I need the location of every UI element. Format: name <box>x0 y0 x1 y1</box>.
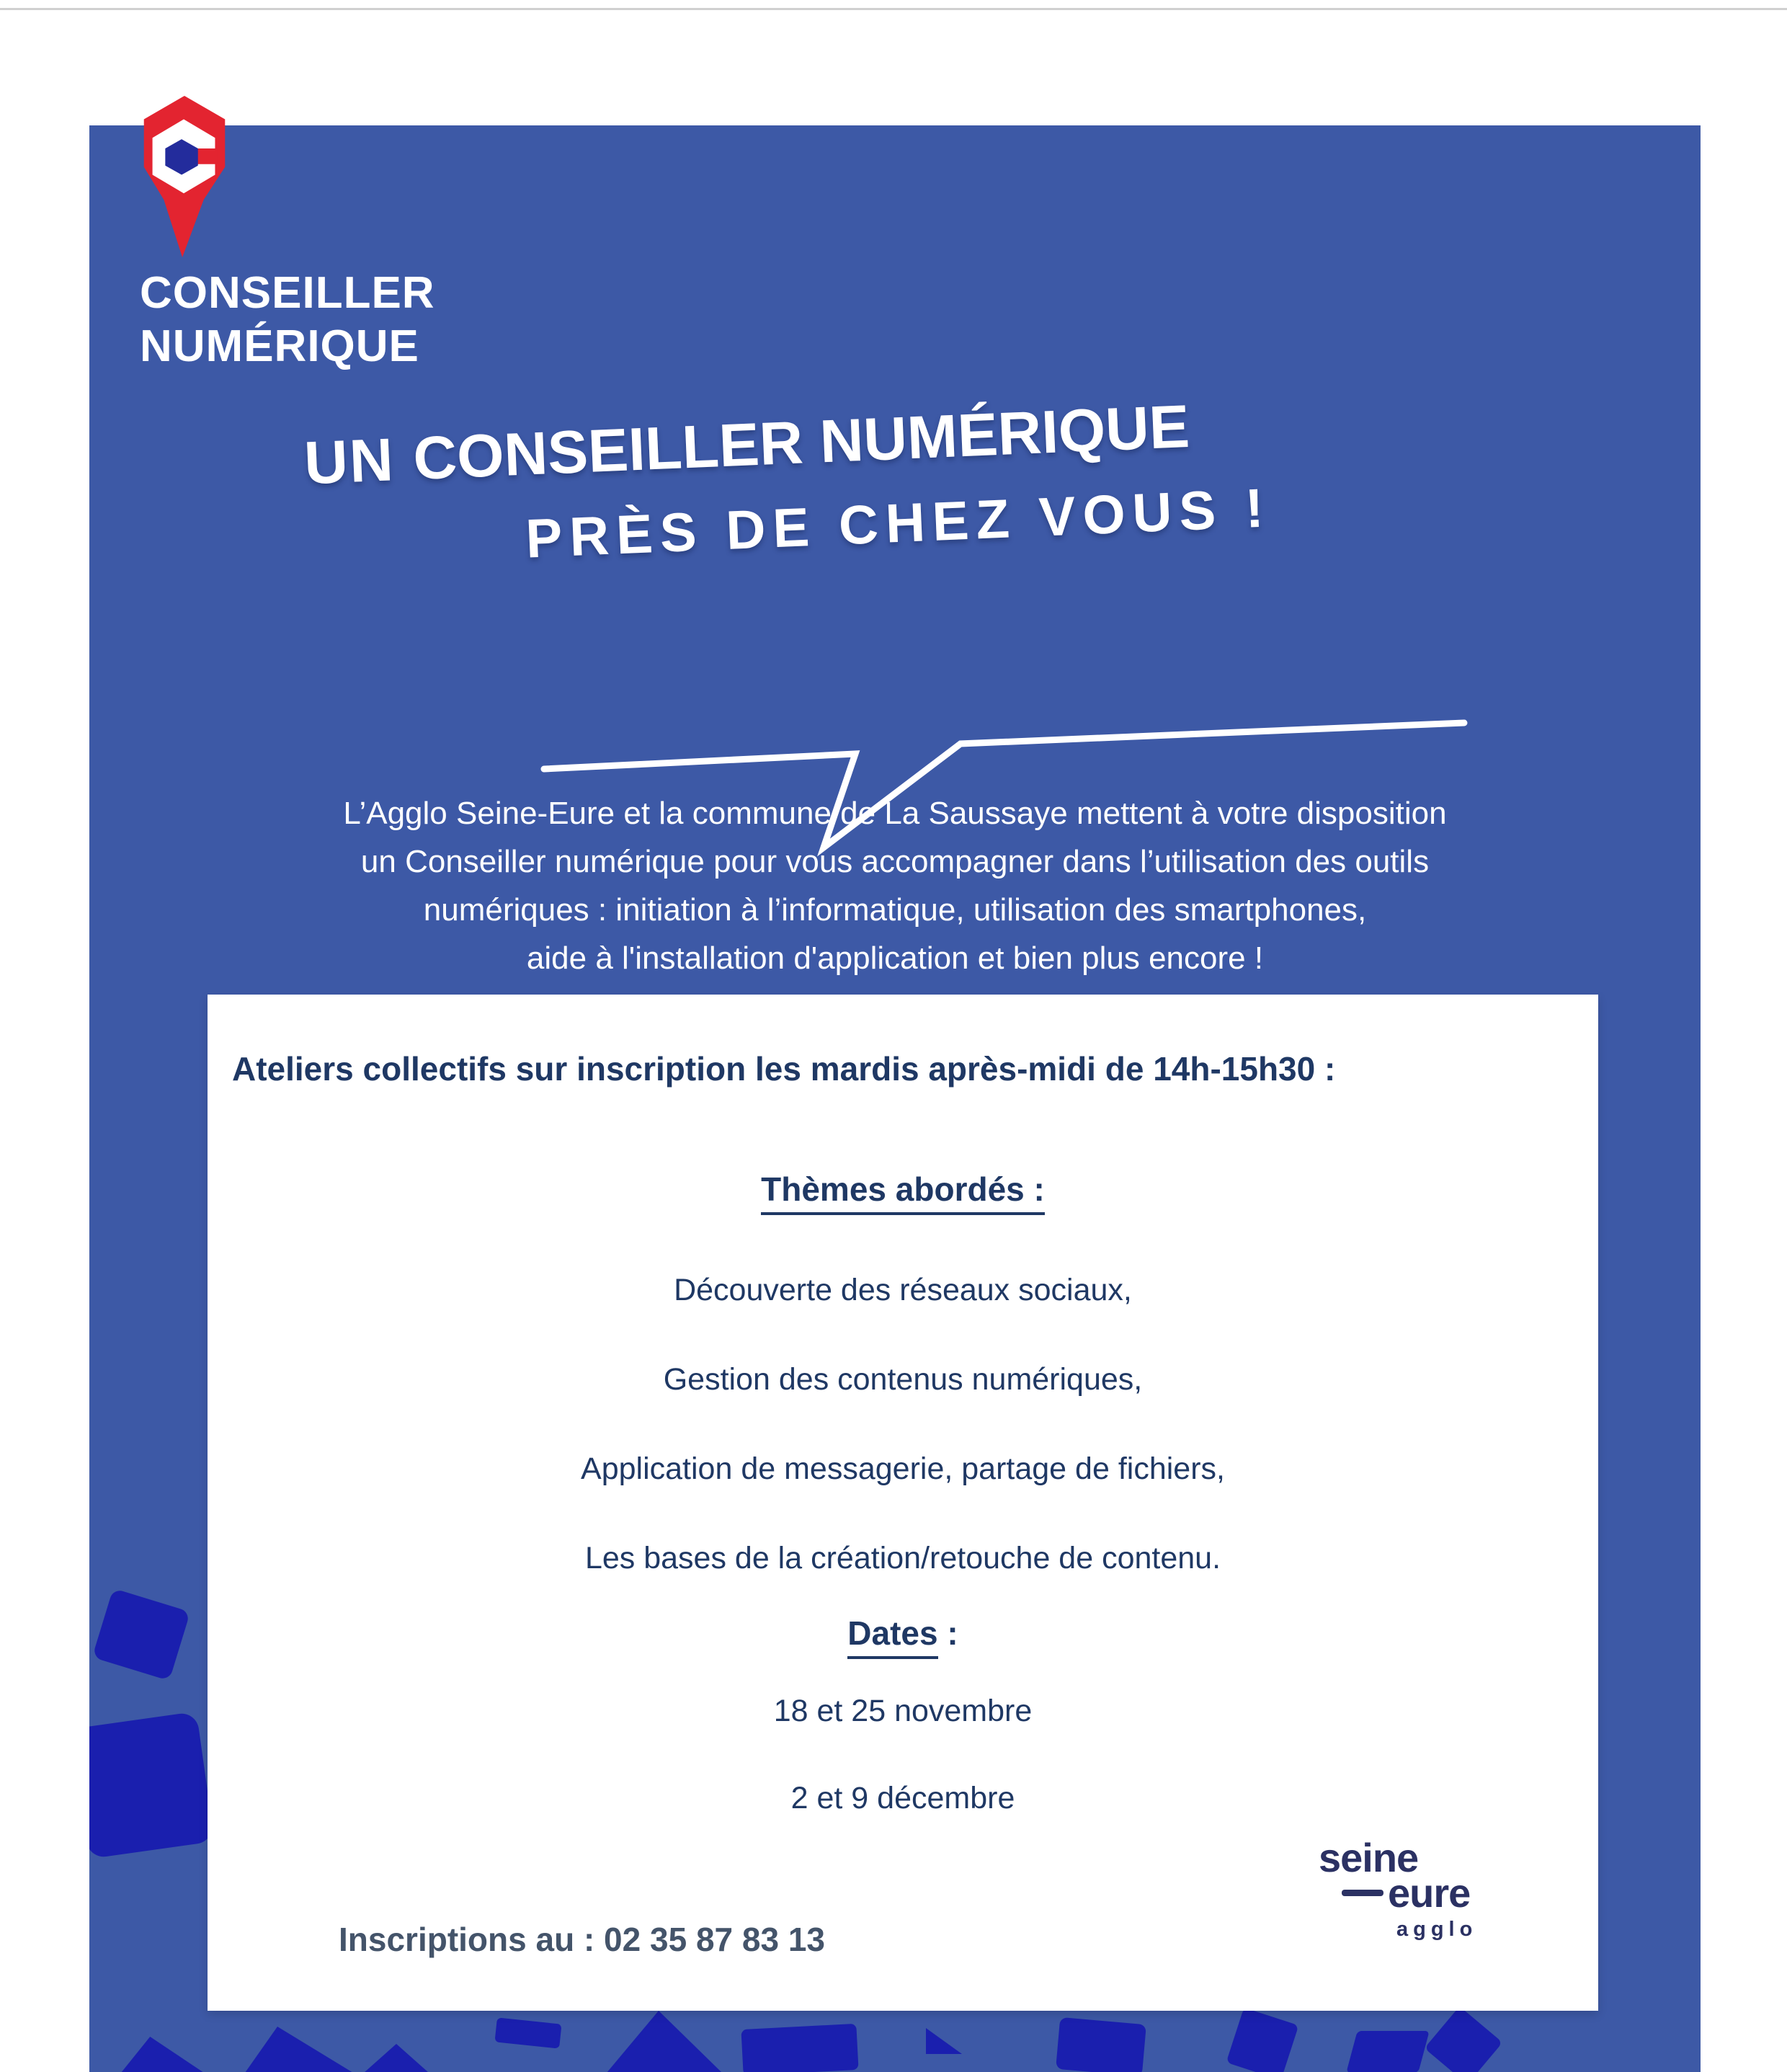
theme-item: Les bases de la création/retouche de contenu. <box>584 1541 1221 1575</box>
confetti-shape <box>1346 2031 1430 2072</box>
intro-line: numériques : initiation à l’informatique, utilisation des smartphones, <box>423 892 1367 928</box>
theme-item: Gestion des contenus numériques, <box>663 1362 1143 1397</box>
dates-title-colon: : <box>937 1614 958 1652</box>
pin-wordmark-line1: CONSEILLER <box>140 268 435 318</box>
confetti-shape <box>741 2024 858 2072</box>
intro-line: aide à l'installation d'application et bien plus encore ! <box>526 941 1264 976</box>
confetti-shape <box>1425 2006 1503 2072</box>
banner-title-strong: CONSEILLER NUMÉRIQUE <box>411 391 1191 493</box>
confetti-shape <box>89 1712 215 1859</box>
confetti-shape <box>926 2028 962 2054</box>
workshops-card <box>208 995 1598 2011</box>
theme-item: Application de messagerie, partage de fichiers, <box>581 1451 1225 1486</box>
seine-eure-agglo-logo <box>1316 1834 1554 1942</box>
confetti-shape <box>607 2011 722 2072</box>
top-divider-rule <box>0 8 1787 10</box>
banner-title-prefix: UN <box>303 425 396 497</box>
confetti-shape <box>1056 2017 1146 2072</box>
theme-item: Découverte des réseaux sociaux, <box>674 1273 1132 1307</box>
agglo-logo-word-seine: seine <box>1319 1835 1419 1880</box>
themes-title <box>208 1168 1598 1211</box>
confetti-shape <box>245 2027 353 2072</box>
confetti-shape <box>494 2017 561 2048</box>
agglo-logo-word-agglo: agglo <box>1396 1918 1478 1941</box>
agglo-logo-word-eure: eure <box>1388 1870 1471 1916</box>
confetti-shape <box>1226 2008 1299 2072</box>
confetti-shape <box>121 2037 204 2072</box>
pin-wordmark-line2: NUMÉRIQUE <box>140 321 419 371</box>
dates-title <box>208 1611 1598 1655</box>
speech-bubble-tail <box>525 702 1483 868</box>
banner-title <box>303 379 1489 579</box>
date-item: 18 et 25 novembre <box>773 1694 1033 1728</box>
intro-line: L’Agglo Seine-Eure et la commune de La Saussaye mettent à votre disposition <box>343 796 1447 831</box>
pin-wordmark <box>140 267 435 373</box>
confetti-shape <box>92 1588 190 1681</box>
date-item: 2 et 9 décembre <box>790 1781 1015 1815</box>
intro-line: un Conseiller numérique pour vous accompagner dans l’utilisation des outils <box>360 844 1430 879</box>
workshops-heading: Ateliers collectifs sur inscription les mardis après-midi de 14h-15h30 : <box>232 1050 1336 1088</box>
conseiller-numerique-pin-icon <box>134 94 235 261</box>
agglo-logo-dash <box>1342 1890 1383 1896</box>
inscriptions-phone: Inscriptions au : 02 35 87 83 13 <box>339 1921 825 1958</box>
confetti-shape <box>364 2044 429 2072</box>
dates-title-text: Dates <box>847 1614 937 1659</box>
themes-title-text: Thèmes abordés : <box>761 1170 1045 1215</box>
banner-title-line2: PRÈS DE CHEZ VOUS ! <box>524 477 1273 570</box>
